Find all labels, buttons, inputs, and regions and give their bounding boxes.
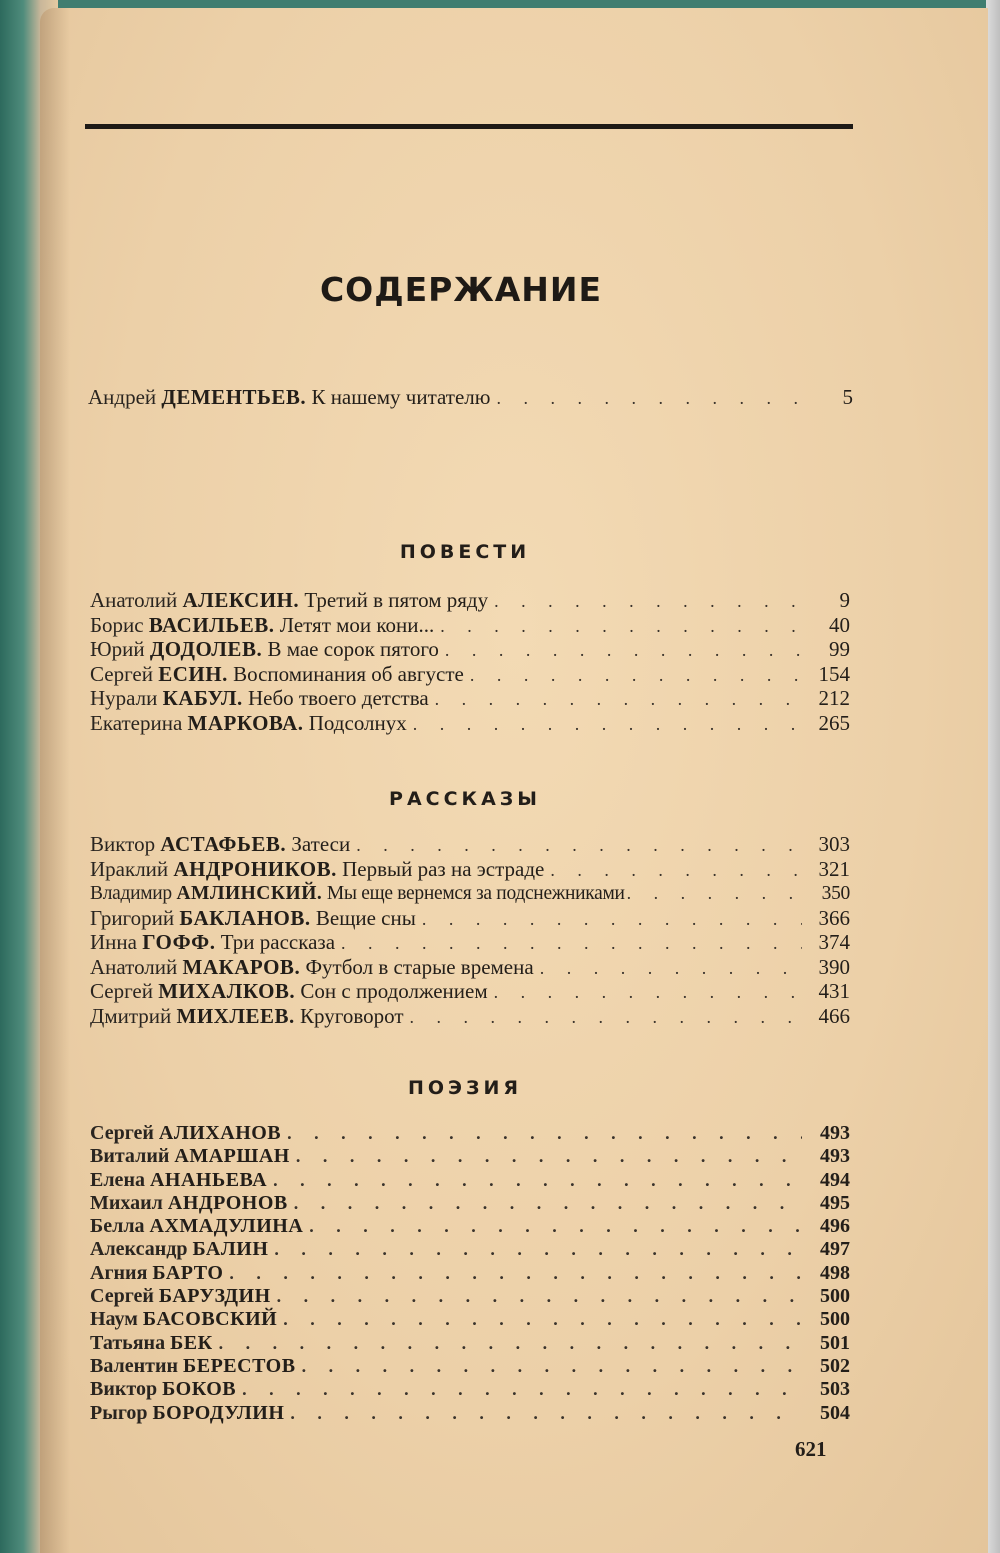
page-ref: 390 (818, 954, 850, 979)
toc-row (90, 881, 850, 906)
author-surname: БАРУЗДИН (158, 1285, 271, 1308)
author-surname: АМЛИНСКИЙ. (176, 883, 323, 904)
author-first-name: Наум (90, 1308, 138, 1331)
author-first-name: Агния (90, 1261, 148, 1284)
author-first-name: Михаил (90, 1191, 163, 1214)
toc-row (90, 1004, 850, 1029)
toc-row (90, 979, 850, 1004)
toc-row (90, 832, 850, 857)
section-title-povesti: ПОВЕСТИ (399, 541, 531, 563)
author-surname: ЕСИН. (158, 661, 228, 686)
toc-row (90, 1354, 850, 1377)
dot-leader (422, 907, 802, 931)
toc-row (90, 1168, 850, 1191)
author-surname: АНДРОНИКОВ. (173, 856, 337, 881)
dot-leader (356, 833, 802, 857)
page-number: 621 (795, 1437, 827, 1461)
dot-leader (302, 1354, 802, 1378)
toc-row (90, 1237, 850, 1260)
dot-leader (274, 1237, 802, 1261)
work-title: Сон с продолжением (300, 979, 488, 1003)
author-surname: БАЛИН (192, 1238, 269, 1261)
page-ref: 303 (818, 832, 850, 856)
dot-leader (290, 1401, 802, 1425)
page-ref: 321 (818, 856, 850, 881)
page-ref: 9 (839, 588, 850, 612)
author-first-name: Виктор (90, 832, 156, 856)
toc-row (90, 1401, 850, 1424)
intro-entry (88, 385, 853, 410)
author-surname: ДОДОЛЕВ. (149, 637, 263, 661)
dot-leader (494, 980, 802, 1004)
author-surname: БАСОВСКИЙ (142, 1308, 278, 1331)
dot-leader (283, 1307, 802, 1331)
dot-leader (445, 638, 802, 662)
dot-leader (435, 687, 802, 711)
toc-row (90, 662, 850, 687)
work-title: Футбол в старые времена (305, 954, 534, 979)
toc-row (90, 1191, 850, 1214)
author-first-name: Андрей (88, 385, 157, 409)
author-surname: БАРТО (152, 1261, 224, 1284)
page-ref: 495 (820, 1191, 850, 1214)
author-surname: БАКЛАНОВ. (179, 905, 311, 930)
page-ref: 501 (820, 1331, 850, 1354)
toc-row (90, 1307, 850, 1330)
dot-leader (277, 1284, 802, 1308)
author-first-name: Елена (90, 1168, 145, 1191)
work-title: Три рассказа (220, 930, 336, 954)
dot-leader (494, 589, 802, 613)
author-first-name: Нурали (90, 686, 158, 710)
author-first-name: Сергей (90, 661, 153, 686)
author-surname: МАРКОВА. (187, 710, 304, 735)
header-rule (85, 124, 853, 129)
author-surname: АНАНЬЕВА (149, 1168, 268, 1191)
author-surname: БОРОДУЛИН (152, 1401, 285, 1424)
page-ref: 498 (820, 1261, 850, 1284)
dot-leader (273, 1168, 802, 1192)
work-title: В мае сорок пятого (267, 637, 439, 661)
page-ref: 497 (820, 1238, 850, 1261)
work-title: Летят мои кони... (279, 612, 435, 637)
author-first-name: Григорий (90, 905, 175, 930)
author-first-name: Владимир (90, 883, 172, 904)
author-first-name: Александр (90, 1238, 188, 1261)
toc-row (90, 1261, 850, 1284)
author-first-name: Рыгор (90, 1401, 148, 1424)
toc-row (90, 711, 850, 736)
author-surname: ВАСИЛЬЕВ. (148, 612, 275, 637)
author-first-name: Дмитрий (90, 1003, 172, 1028)
author-surname: АНДРОНОВ (167, 1191, 288, 1214)
toc-row (90, 1121, 850, 1144)
page-ref: 265 (818, 710, 850, 735)
page-ref: 503 (820, 1378, 850, 1401)
author-first-name: Инна (90, 930, 137, 954)
dot-leader (540, 956, 802, 980)
toc-row (90, 1284, 850, 1307)
work-title: Затеси (291, 832, 351, 856)
dot-leader (287, 1121, 802, 1145)
dot-leader (341, 931, 802, 955)
author-surname: ДЕМЕНТЬЕВ. (161, 385, 307, 409)
author-first-name: Виктор (90, 1378, 158, 1401)
author-surname: АСТАФЬЕВ. (160, 832, 287, 856)
author-surname: БЕРЕСТОВ (183, 1354, 296, 1377)
dot-leader (496, 386, 805, 410)
author-first-name: Виталий (90, 1145, 170, 1168)
dot-leader (294, 1191, 802, 1215)
toc-row (90, 906, 850, 931)
page-title: СОДЕРЖАНИЕ (319, 270, 603, 309)
page-ref: 496 (820, 1215, 850, 1238)
page-ref: 40 (829, 612, 850, 637)
dot-leader (229, 1261, 802, 1285)
page-gutter-shadow (40, 8, 70, 1553)
dot-leader (413, 712, 802, 736)
author-first-name: Сергей (90, 1122, 154, 1144)
page-ref: 493 (820, 1122, 850, 1144)
toc-row (90, 857, 850, 882)
author-surname: МАКАРОВ. (182, 954, 301, 979)
dot-leader (309, 1214, 802, 1238)
author-surname: МИХЛЕЕВ. (176, 1003, 295, 1028)
author-surname: БЕК (170, 1331, 213, 1354)
toc-list-poeziya (90, 1121, 850, 1424)
toc-row (90, 1214, 850, 1237)
author-surname: КАБУЛ. (162, 686, 243, 710)
author-first-name: Сергей (90, 979, 153, 1003)
work-title: Мы еще вернемся за подснежниками (326, 883, 625, 904)
toc-row (90, 1144, 850, 1167)
work-title: Подсолнух (308, 710, 407, 735)
dot-leader (550, 858, 802, 882)
author-surname: АЛЕКСИН. (182, 588, 300, 612)
work-title: Вещие сны (315, 905, 416, 930)
background-surface (986, 0, 1000, 1553)
page-ref: 493 (820, 1145, 850, 1168)
toc-row (88, 385, 853, 410)
author-surname: БОКОВ (162, 1378, 237, 1401)
work-title: Небо твоего детства (247, 686, 429, 710)
dot-leader (470, 663, 802, 687)
toc-row (90, 1377, 850, 1400)
page-ref: 154 (818, 661, 850, 686)
dot-leader (219, 1331, 802, 1355)
author-first-name: Валентин (90, 1354, 179, 1377)
page-ref: 366 (818, 905, 850, 930)
author-first-name: Анатолий (90, 954, 178, 979)
page-ref: 500 (820, 1308, 850, 1331)
page-ref: 431 (818, 979, 850, 1003)
work-title: Первый раз на эстраде (342, 856, 545, 881)
author-first-name: Юрий (90, 637, 145, 661)
author-first-name: Анатолий (90, 588, 178, 612)
dot-leader (440, 614, 802, 638)
work-title: Третий в пятом ряду (304, 588, 489, 612)
page-ref: 494 (820, 1168, 850, 1191)
page-ref: 212 (818, 686, 850, 710)
toc-list-rasskazy (90, 832, 850, 1028)
page-ref: 350 (821, 883, 850, 904)
toc-list-povesti (90, 588, 850, 735)
author-first-name: Белла (90, 1215, 145, 1238)
author-surname: ГОФФ. (142, 930, 216, 954)
work-title: Круговорот (300, 1003, 404, 1028)
author-surname: АМАРШАН (174, 1145, 290, 1168)
author-first-name: Екатерина (90, 710, 183, 735)
author-surname: АХМАДУЛИНА (149, 1215, 304, 1238)
dot-leader (296, 1144, 802, 1168)
work-title: К нашему читателю (311, 385, 491, 409)
toc-row (90, 588, 850, 613)
page-ref: 466 (818, 1003, 850, 1028)
author-first-name: Татьяна (90, 1331, 166, 1354)
page-ref: 502 (820, 1354, 850, 1377)
section-title-poeziya: ПОЭЗИЯ (407, 1077, 523, 1099)
page-ref: 504 (820, 1401, 850, 1424)
author-surname: АЛИХАНОВ (158, 1122, 282, 1144)
page-ref: 99 (829, 637, 850, 661)
author-surname: МИХАЛКОВ. (158, 979, 296, 1003)
author-first-name: Борис (90, 612, 144, 637)
author-first-name: Ираклий (90, 856, 169, 881)
toc-row (90, 613, 850, 638)
page-ref: 5 (842, 385, 853, 409)
dot-leader (410, 1005, 802, 1029)
page-ref: 500 (820, 1285, 850, 1308)
dot-leader (627, 881, 806, 905)
toc-row (90, 686, 850, 711)
page-ref: 374 (818, 930, 850, 954)
toc-row (90, 955, 850, 980)
dot-leader (242, 1377, 802, 1401)
author-first-name: Сергей (90, 1285, 154, 1308)
toc-row (90, 930, 850, 955)
toc-row (90, 637, 850, 662)
work-title: Воспоминания об августе (233, 661, 464, 686)
toc-row (90, 1331, 850, 1354)
section-title-rasskazy: РАССКАЗЫ (389, 788, 541, 810)
